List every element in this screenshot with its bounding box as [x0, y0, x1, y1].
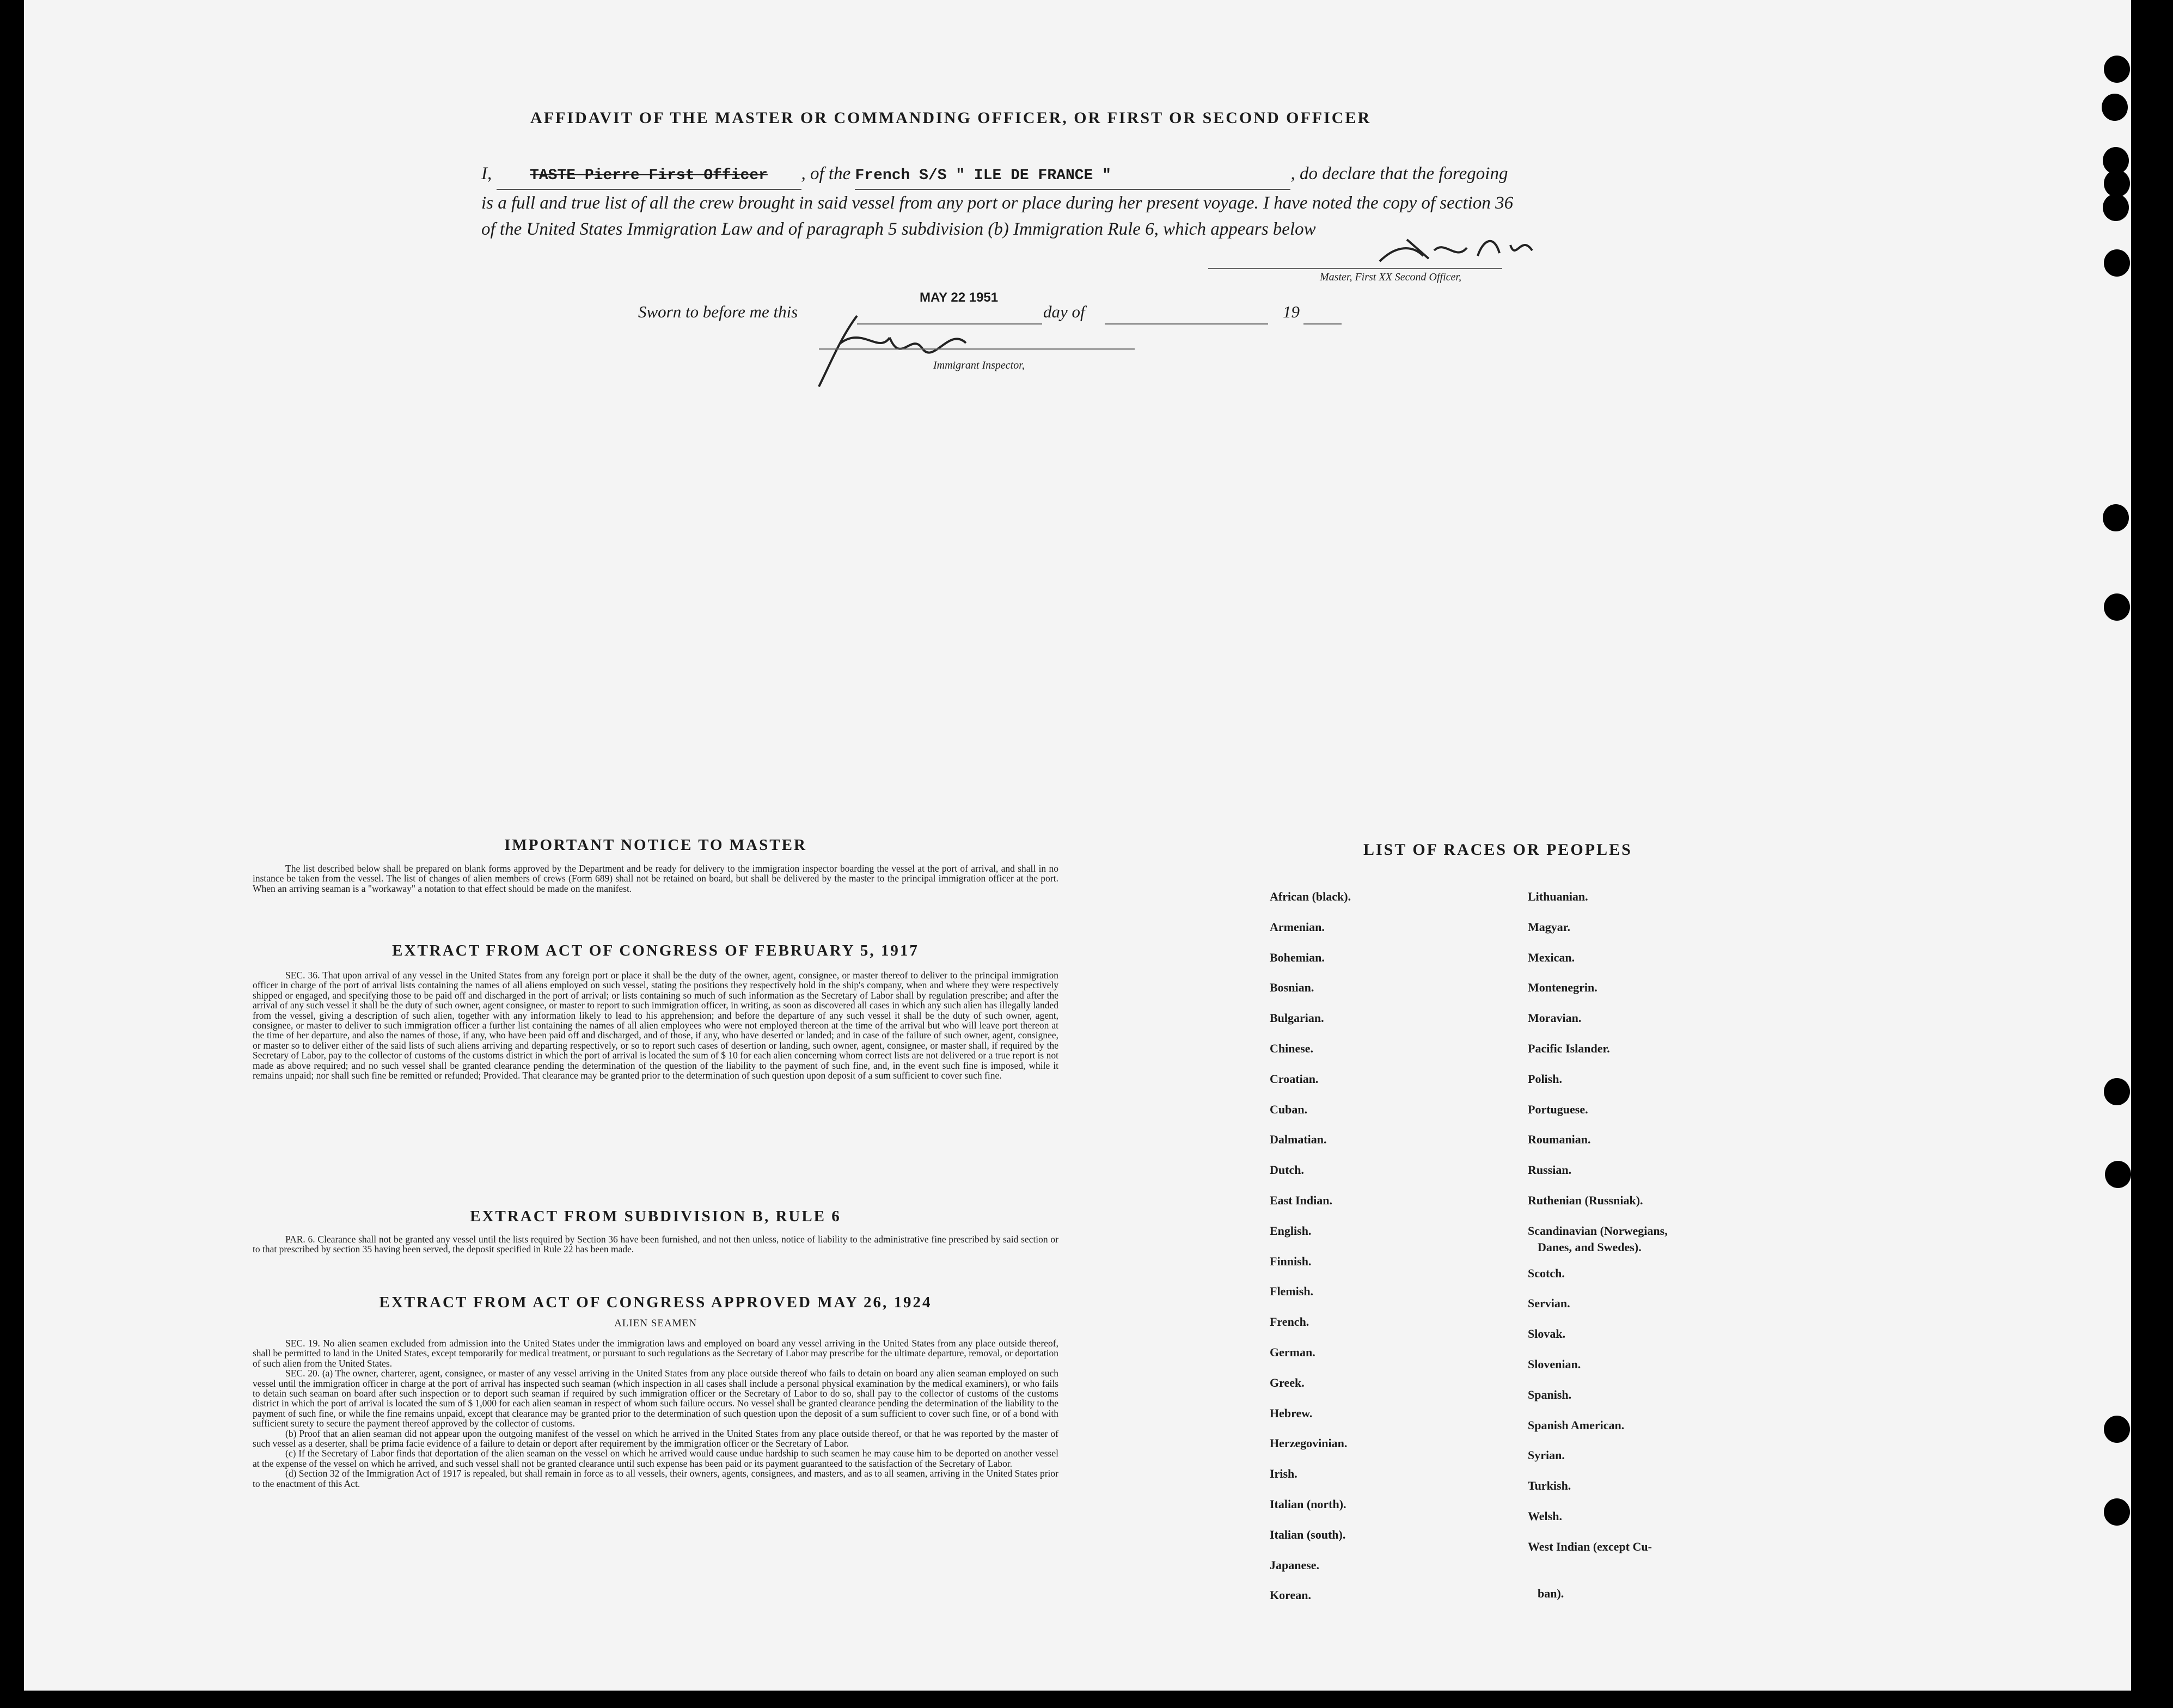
binder-hole [2104, 56, 2130, 83]
sworn-prefix: Sworn to before me this [638, 302, 798, 321]
binder-hole [2104, 249, 2130, 277]
sworn-line [638, 302, 798, 322]
race-item-right-22: West Indian (except Cu- [1528, 1539, 1652, 1553]
race-item-left-6: Croatian. [1270, 1072, 1319, 1086]
race-item-left-11: English. [1270, 1223, 1312, 1238]
race-item-right-20: Turkish. [1528, 1479, 1571, 1493]
race-item-right-6: Polish. [1528, 1072, 1562, 1086]
officer-name-typed: TASTE Pierre First Officer [530, 167, 768, 184]
race-item-right-14: Servian. [1528, 1296, 1570, 1311]
race-item-right-18: Spanish American. [1528, 1418, 1625, 1432]
extract-1924-heading: EXTRACT FROM ACT OF CONGRESS APPROVED MAY 26, 1924 [379, 1294, 932, 1311]
declaration-body: that the foregoing is a full and true list of all the crew brought in said vessel from any port or place during her present voyage. I have noted the copy of section 36 of the United States Immigration Law and of paragraph 5 subdivision (b) Immigration Rule 6, which appears below [481, 164, 1514, 239]
race-item-left-4: Bulgarian. [1270, 1011, 1324, 1025]
binder-hole [2105, 1161, 2131, 1188]
race-item-left-2: Bohemian. [1270, 950, 1325, 964]
race-item-left-7: Cuban. [1270, 1102, 1308, 1116]
binder-hole [2104, 1498, 2130, 1526]
race-item-right-9: Russian. [1528, 1163, 1572, 1177]
race-item-right-16: Slovenian. [1528, 1357, 1581, 1371]
race-item-left-14: French. [1270, 1315, 1309, 1329]
document-page [24, 0, 2131, 1691]
month-line [1105, 323, 1268, 325]
declaration-block [481, 161, 1516, 242]
race-item-right-7: Portuguese. [1528, 1102, 1588, 1116]
race-item-right-21: Welsh. [1528, 1509, 1562, 1523]
race-item-left-16: Greek. [1270, 1375, 1305, 1389]
subdivision-b-text [253, 1234, 1058, 1254]
inspector-signature-line [819, 348, 1135, 350]
section-20b-paragraph: (b) Proof that an alien seaman did not appear upon the outgoing manifest of the vessel on which he arrived in the United States from any place outside thereof, or that he was reported by the master of such vessel as a deserter, shall be prima facie evidence of a failure to detain or deport after requirement by the immigration officer or the Secretary of Labor. [253, 1428, 1058, 1449]
race-item-left-23: Korean. [1270, 1588, 1311, 1602]
section-20a-paragraph: SEC. 20. (a) The owner, charterer, agent, consignee, or master of any vessel arriving in the United States from any place outside thereof who fails to detain on board any alien seaman employed on such vessel until the immigration officer in charge at the port of arrival has inspected such seaman (which inspection in all cases shall include a personal physical examination by the medical examiners), or who fails to detain such seaman on board after such inspection or to deport such seaman if required by such immigration officer or the Secretary of Labor to do so, shall pay to the collector of customs of the customs district in which the port of arrival is located the sum of $ 1,000 for each alien seaman in respect of whom such failure occurs. No vessel shall be granted clearance pending the determination of the liability to the payment of such fine, or while the fine remains unpaid, except that clearance may be granted prior to the determination of such question upon the deposit of a sum sufficient to cover such fine, or of a bond with sufficient surety to secure the payment thereof approved by the collector of customs. [253, 1368, 1058, 1429]
race-item-right-13: Scotch. [1528, 1266, 1565, 1280]
race-item-right-10: Ruthenian (Russniak). [1528, 1193, 1643, 1207]
race-item-left-15: German. [1270, 1345, 1315, 1359]
declaration-i: I, [481, 164, 492, 183]
race-item-left-17: Hebrew. [1270, 1406, 1313, 1420]
race-item-left-10: East Indian. [1270, 1193, 1332, 1207]
section-19-paragraph: SEC. 19. No alien seamen excluded from admission into the United States under the immigration laws and employed on board any vessel arriving in the United States from any place outside thereof, shall be permitted to land in the United States, except temporarily for medical treatment, or pursuant to such regulations as the Secretary of Labor may prescribe for the ultimate departure, removal, or deportation of such alien from the United States. [253, 1338, 1058, 1369]
race-item-right-1: Magyar. [1528, 920, 1571, 934]
race-item-left-3: Bosnian. [1270, 981, 1314, 995]
race-item-left-12: Finnish. [1270, 1254, 1312, 1268]
race-item-right-23: ban). [1538, 1586, 1564, 1600]
race-item-right-3: Montenegrin. [1528, 981, 1597, 995]
race-item-right-8: Roumanian. [1528, 1132, 1591, 1147]
race-item-left-19: Irish. [1270, 1467, 1297, 1481]
officer-signature [1374, 229, 1538, 272]
officer-signature-line [1208, 268, 1502, 269]
binder-hole [2104, 170, 2130, 197]
day-of-label: day of [1043, 302, 1085, 321]
section-20d-paragraph: (d) Section 32 of the Immigration Act of 1917 is repealed, but shall remain in force as to all vessels, their owners, agents, consignees, and masters, and as to all seamen, arriving in the United States prior to the enactment of this Act. [253, 1468, 1058, 1489]
subdivision-b-heading: EXTRACT FROM SUBDIVISION B, RULE 6 [470, 1208, 841, 1225]
race-item-left-13: Flemish. [1270, 1284, 1314, 1299]
race-item-left-0: African (black). [1270, 890, 1351, 903]
race-item-left-8: Dalmatian. [1270, 1132, 1327, 1147]
extract-1917-text [253, 970, 1058, 1080]
race-item-right-2: Mexican. [1528, 950, 1575, 964]
race-item-right-4: Moravian. [1528, 1011, 1582, 1025]
extract-1924-text [253, 1338, 1058, 1489]
binder-hole [2104, 1416, 2130, 1443]
race-item-right-17: Spanish. [1528, 1387, 1572, 1401]
binder-hole [2102, 94, 2128, 121]
binder-hole [2104, 593, 2130, 621]
race-item-left-22: Japanese. [1270, 1558, 1320, 1572]
race-item-left-1: Armenian. [1270, 920, 1325, 934]
race-item-left-18: Herzegovinian. [1270, 1436, 1348, 1450]
vessel-name-typed: French S/S " ILE DE FRANCE " [855, 167, 1111, 184]
race-item-left-20: Italian (north). [1270, 1497, 1346, 1511]
section-36-paragraph: SEC. 36. That upon arrival of any vessel in the United States from any foreign port or place it shall be the duty of the owner, agent, consignee, or master thereof to deliver to the principal immigration officer in charge of the port of arrival lists containing the names of all aliens employed on such vessel, stating the positions they respectively hold in the ship's company, when and where they were respectively shipped or engaged, and specifying those to be paid off and discharged in the port of arrival; or lists containing so much of such information as the Secretary of Labor shall by regulation prescribe; and after the arrival of any such vessel it shall be the duty of such owner, agent consignee, or master to report to such immigration officer, in writing, as soon as discovered all cases in which any such alien has illegally landed from the vessel, giving a description of such alien, together with any information likely to lead to his apprehension; and before the departure of any such vessel it shall be the duty of such owner, agent, consignee, or master to deliver to such immigration officer a further list containing the names of all alien employees who were not employed thereon at the time of the arrival but who will leave port thereon at the time of her departure, and also the names of those, if any, who have been paid off and discharged, and of those, if any, who have deserted or landed; and in case of the failure of such owner, agent, consignee, or master so to deliver either of the said lists of such aliens arriving and departing respectively, or so to report such cases of desertion or landing, such owner, agent, consignee, or master shall, if required by the Secretary of Labor, pay to the collector of customs of the customs district in which the port of arrival is located the sum of $ 10 for each alien concerning whom correct lists are not delivered or a true report is not made as above required; and no such vessel shall be granted clearance pending the determination of the question of the liability to the payment of such fine, and, in the event such fine is imposed, while it remains unpaid; nor shall such fine be remitted or refunded; Provided. That clearance may be granted prior to the determination of such question upon deposit of a sum sufficient to cover such fine. [253, 970, 1058, 1081]
year-line [1303, 323, 1342, 325]
notice-heading: IMPORTANT NOTICE TO MASTER [504, 836, 807, 854]
affidavit-title: AFFIDAVIT OF THE MASTER OR COMMANDING OFFICER, OR FIRST OR SECOND OFFICER [530, 109, 1372, 127]
paragraph-6: PAR. 6. Clearance shall not be granted any vessel until the lists required by Section 36 have been furnished, and not then unless, notice of liability to the administrative fine prescribed by said section or to that prescribed by section 35 having been served, the deposit specified in Rule 22 has been made. [253, 1234, 1058, 1255]
race-item-left-5: Chinese. [1270, 1042, 1314, 1055]
notice-paragraph: The list described below shall be prepared on blank forms approved by the Department and be ready for delivery to the immigration inspector boarding the vessel at the port of arrival, and shall in no instance be taken from the vessel. The list of changes of alien members of crews (Form 689) shall not be retained on board, but shall be delivered by the master to the principal immigration officer at the port. When an arriving seaman is a "workaway" a notation to that effect should be made on the manifest. [253, 863, 1058, 894]
race-item-left-21: Italian (south). [1270, 1527, 1346, 1541]
race-item-right-0: Lithuanian. [1528, 890, 1588, 903]
declaration-of-the: , of the [801, 164, 851, 183]
race-item-right-5: Pacific Islander. [1528, 1042, 1610, 1055]
binder-hole [2104, 1078, 2130, 1105]
date-stamp: MAY 22 1951 [920, 290, 999, 305]
race-item-right-11: Scandinavian (Norwegians, [1528, 1223, 1668, 1238]
alien-seamen-subheading: ALIEN SEAMEN [614, 1318, 697, 1329]
declaration-do-declare: , do declare [1290, 164, 1375, 183]
extract-1917-heading: EXTRACT FROM ACT OF CONGRESS OF FEBRUARY 5, 1917 [392, 942, 919, 959]
race-item-right-15: Slovak. [1528, 1327, 1566, 1341]
year-prefix: 19 [1283, 302, 1300, 321]
section-20c-paragraph: (c) If the Secretary of Labor finds that deportation of the alien seaman on the vessel on which he arrived would cause undue hardship to such seamen he may cause him to be deported on another vessel at the expense of the vessel on which he arrived, and such vessel shall not be granted clearance until such expense has been paid or its payment guaranteed to the satisfaction of the Secretary of Labor. [253, 1448, 1058, 1469]
race-item-left-9: Dutch. [1270, 1163, 1304, 1177]
race-item-right-12: Danes, and Swedes). [1538, 1240, 1642, 1254]
inspector-caption: Immigrant Inspector, [933, 359, 1025, 371]
binder-hole [2103, 504, 2129, 531]
binder-hole [2103, 194, 2129, 221]
officer-caption: Master, First XX Second Officer, [1320, 271, 1461, 283]
race-item-right-19: Syrian. [1528, 1448, 1565, 1462]
races-title: LIST OF RACES OR PEOPLES [1363, 841, 1632, 859]
notice-text [253, 864, 1058, 893]
